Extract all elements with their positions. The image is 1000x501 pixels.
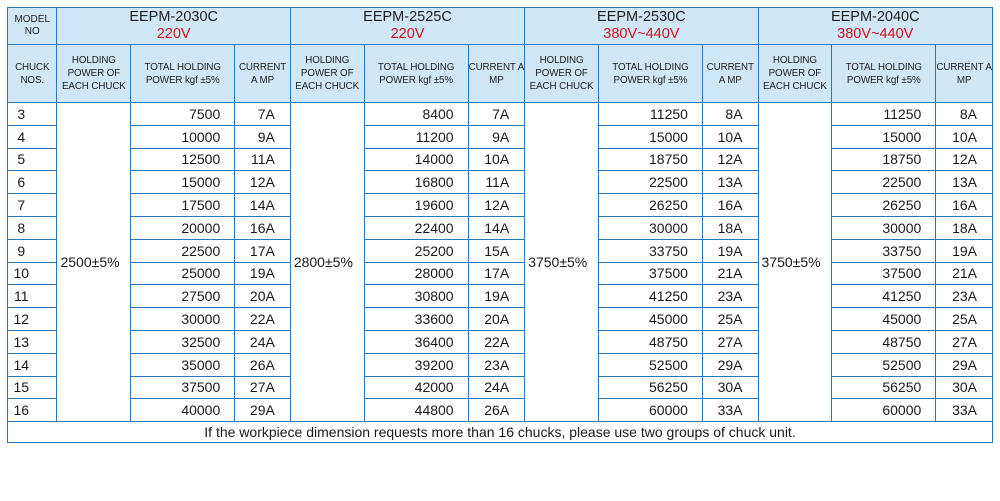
total-holding-cell: 32500 — [131, 330, 235, 353]
current-cell: 12A — [468, 194, 525, 217]
current-cell: 18A — [936, 216, 993, 239]
total-holding-cell: 10000 — [131, 125, 235, 148]
table-row — [8, 103, 993, 126]
chuck-number-cell: 9 — [8, 239, 57, 262]
spec-table-container — [7, 7, 993, 443]
column-header-row — [8, 45, 993, 103]
current-cell: 24A — [468, 376, 525, 399]
spec-table — [7, 7, 993, 443]
total-holding-cell: 26250 — [832, 194, 936, 217]
current-cell: 16A — [702, 194, 758, 217]
model-voltage: 380V~440V — [603, 26, 680, 42]
current-header: CURRENT A MP — [235, 45, 291, 103]
current-cell: 30A — [702, 376, 758, 399]
model-header — [290, 8, 524, 45]
total-holding-cell: 30000 — [131, 308, 235, 331]
current-cell: 15A — [468, 239, 525, 262]
total-holding-cell: 22500 — [598, 171, 702, 194]
chuck-number-cell: 7 — [8, 194, 57, 217]
chuck-number-cell: 6 — [8, 171, 57, 194]
total-holding-cell: 33750 — [832, 239, 936, 262]
total-holding-cell: 20000 — [131, 216, 235, 239]
total-holding-cell: 52500 — [832, 353, 936, 376]
model-no-label: MODEL NO — [8, 8, 57, 45]
total-holding-cell: 33750 — [598, 239, 702, 262]
current-cell: 25A — [702, 308, 758, 331]
current-cell: 13A — [936, 171, 993, 194]
current-cell: 13A — [702, 171, 758, 194]
table-row — [8, 239, 993, 262]
current-cell: 17A — [468, 262, 525, 285]
current-cell: 20A — [468, 308, 525, 331]
current-cell: 17A — [235, 239, 291, 262]
total-holding-cell: 18750 — [832, 148, 936, 171]
current-cell: 12A — [936, 148, 993, 171]
chuck-number-cell: 4 — [8, 125, 57, 148]
current-cell: 16A — [235, 216, 291, 239]
chuck-nos-header: CHUCK NOS. — [8, 45, 57, 103]
total-holding-cell: 37500 — [598, 262, 702, 285]
model-name: EEPM-2530C — [597, 9, 686, 25]
total-holding-cell: 22400 — [364, 216, 468, 239]
table-row — [8, 171, 993, 194]
total-holding-header: TOTAL HOLDING POWER kgf ±5% — [598, 45, 702, 103]
current-cell: 19A — [468, 285, 525, 308]
total-holding-cell: 14000 — [364, 148, 468, 171]
total-holding-cell: 37500 — [131, 376, 235, 399]
current-cell: 29A — [235, 399, 291, 422]
current-cell: 10A — [468, 148, 525, 171]
total-holding-cell: 27500 — [131, 285, 235, 308]
table-row — [8, 262, 993, 285]
total-holding-cell: 15000 — [598, 125, 702, 148]
footnote: If the workpiece dimension requests more than 16 chucks, please use two groups of chuck unit. — [8, 422, 993, 443]
current-cell: 26A — [235, 353, 291, 376]
total-holding-cell: 15000 — [832, 125, 936, 148]
model-voltage: 380V~440V — [837, 26, 914, 42]
current-cell: 25A — [936, 308, 993, 331]
current-cell: 19A — [235, 262, 291, 285]
total-holding-cell: 60000 — [598, 399, 702, 422]
total-holding-cell: 45000 — [598, 308, 702, 331]
total-holding-cell: 19600 — [364, 194, 468, 217]
total-holding-cell: 17500 — [131, 194, 235, 217]
holding-power-cell: 2800±5% — [290, 103, 364, 422]
total-holding-cell: 37500 — [832, 262, 936, 285]
current-cell: 12A — [702, 148, 758, 171]
model-name: EEPM-2030C — [129, 9, 218, 25]
total-holding-header: TOTAL HOLDING POWER kgf ±5% — [832, 45, 936, 103]
current-cell: 7A — [235, 103, 291, 126]
model-voltage: 220V — [156, 26, 191, 42]
model-header — [758, 8, 992, 45]
current-cell: 22A — [235, 308, 291, 331]
current-cell: 27A — [235, 376, 291, 399]
current-cell: 27A — [936, 330, 993, 353]
total-holding-cell: 22500 — [131, 239, 235, 262]
total-holding-header: TOTAL HOLDING POWER kgf ±5% — [364, 45, 468, 103]
table-row — [8, 194, 993, 217]
total-holding-cell: 11250 — [598, 103, 702, 126]
current-cell: 22A — [468, 330, 525, 353]
current-cell: 24A — [235, 330, 291, 353]
model-name: EEPM-2040C — [830, 9, 920, 25]
current-cell: 12A — [235, 171, 291, 194]
current-cell: 10A — [936, 125, 993, 148]
current-cell: 14A — [468, 216, 525, 239]
holding-power-cell: 3750±5% — [525, 103, 599, 422]
current-cell: 10A — [702, 125, 758, 148]
holding-power-cell: 3750±5% — [758, 103, 832, 422]
table-row — [8, 330, 993, 353]
total-holding-cell: 39200 — [364, 353, 468, 376]
holding-power-header: HOLDING POWER OF EACH CHUCK — [57, 45, 131, 103]
total-holding-cell: 28000 — [364, 262, 468, 285]
total-holding-cell: 52500 — [598, 353, 702, 376]
current-cell: 29A — [702, 353, 758, 376]
chuck-number-cell: 14 — [8, 353, 57, 376]
current-cell: 7A — [468, 103, 525, 126]
total-holding-cell: 25200 — [364, 239, 468, 262]
table-row — [8, 148, 993, 171]
current-cell: 29A — [936, 353, 993, 376]
total-holding-cell: 48750 — [832, 330, 936, 353]
total-holding-cell: 16800 — [364, 171, 468, 194]
table-row — [8, 216, 993, 239]
total-holding-header: TOTAL HOLDING POWER kgf ±5% — [131, 45, 235, 103]
current-cell: 23A — [936, 285, 993, 308]
current-cell: 11A — [235, 148, 291, 171]
chuck-number-cell: 10 — [8, 262, 57, 285]
footnote-row — [8, 422, 993, 443]
table-row — [8, 308, 993, 331]
holding-power-header: HOLDING POWER OF EACH CHUCK — [290, 45, 364, 103]
total-holding-cell: 15000 — [131, 171, 235, 194]
current-cell: 23A — [468, 353, 525, 376]
current-cell: 9A — [235, 125, 291, 148]
current-cell: 33A — [702, 399, 758, 422]
chuck-number-cell: 3 — [8, 103, 57, 126]
table-row — [8, 353, 993, 376]
current-cell: 30A — [936, 376, 993, 399]
current-cell: 20A — [235, 285, 291, 308]
total-holding-cell: 40000 — [131, 399, 235, 422]
current-cell: 8A — [936, 103, 993, 126]
total-holding-cell: 8400 — [364, 103, 468, 126]
current-cell: 21A — [702, 262, 758, 285]
current-cell: 11A — [468, 171, 525, 194]
total-holding-cell: 26250 — [598, 194, 702, 217]
chuck-number-cell: 15 — [8, 376, 57, 399]
total-holding-cell: 25000 — [131, 262, 235, 285]
total-holding-cell: 18750 — [598, 148, 702, 171]
current-cell: 23A — [702, 285, 758, 308]
table-row — [8, 376, 993, 399]
model-voltage: 220V — [390, 26, 425, 42]
total-holding-cell: 56250 — [832, 376, 936, 399]
total-holding-cell: 35000 — [131, 353, 235, 376]
total-holding-cell: 33600 — [364, 308, 468, 331]
chuck-number-cell: 12 — [8, 308, 57, 331]
model-header-row — [8, 8, 993, 45]
holding-power-cell: 2500±5% — [57, 103, 131, 422]
current-cell: 8A — [702, 103, 758, 126]
table-row — [8, 399, 993, 422]
model-header — [57, 8, 290, 45]
total-holding-cell: 48750 — [598, 330, 702, 353]
current-header: CURRENT A MP — [936, 45, 993, 103]
chuck-number-cell: 13 — [8, 330, 57, 353]
total-holding-cell: 44800 — [364, 399, 468, 422]
current-header: CURRENT A MP — [468, 45, 525, 103]
total-holding-cell: 56250 — [598, 376, 702, 399]
total-holding-cell: 30800 — [364, 285, 468, 308]
total-holding-cell: 41250 — [832, 285, 936, 308]
total-holding-cell: 11200 — [364, 125, 468, 148]
total-holding-cell: 7500 — [131, 103, 235, 126]
model-name: EEPM-2525C — [363, 9, 452, 25]
model-header — [525, 8, 758, 45]
chuck-number-cell: 11 — [8, 285, 57, 308]
holding-power-header: HOLDING POWER OF EACH CHUCK — [758, 45, 832, 103]
current-cell: 26A — [468, 399, 525, 422]
total-holding-cell: 42000 — [364, 376, 468, 399]
total-holding-cell: 11250 — [832, 103, 936, 126]
current-cell: 33A — [936, 399, 993, 422]
current-cell: 9A — [468, 125, 525, 148]
current-cell: 27A — [702, 330, 758, 353]
current-cell: 19A — [936, 239, 993, 262]
total-holding-cell: 12500 — [131, 148, 235, 171]
current-cell: 21A — [936, 262, 993, 285]
chuck-number-cell: 16 — [8, 399, 57, 422]
total-holding-cell: 30000 — [598, 216, 702, 239]
total-holding-cell: 36400 — [364, 330, 468, 353]
total-holding-cell: 60000 — [832, 399, 936, 422]
chuck-number-cell: 5 — [8, 148, 57, 171]
table-row — [8, 285, 993, 308]
current-cell: 14A — [235, 194, 291, 217]
holding-power-header: HOLDING POWER OF EACH CHUCK — [525, 45, 599, 103]
total-holding-cell: 41250 — [598, 285, 702, 308]
current-cell: 16A — [936, 194, 993, 217]
current-cell: 19A — [702, 239, 758, 262]
total-holding-cell: 22500 — [832, 171, 936, 194]
table-body — [8, 103, 993, 422]
chuck-number-cell: 8 — [8, 216, 57, 239]
total-holding-cell: 30000 — [832, 216, 936, 239]
total-holding-cell: 45000 — [832, 308, 936, 331]
current-header: CURRENT A MP — [702, 45, 758, 103]
table-row — [8, 125, 993, 148]
current-cell: 18A — [702, 216, 758, 239]
